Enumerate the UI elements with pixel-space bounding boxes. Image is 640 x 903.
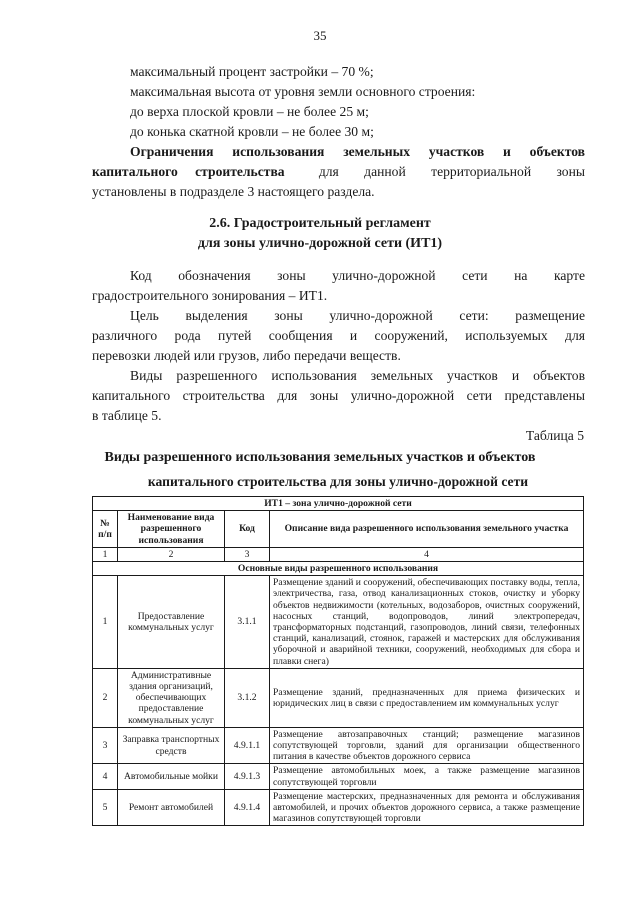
table-title-line: Виды разрешенного использования земельных участков и объектов [104, 450, 536, 465]
row-number: 1 [93, 576, 118, 669]
use-code: 4.9.1.1 [225, 727, 270, 764]
section-heading: 2.6. Градостроительный регламент [209, 216, 431, 231]
group-header: Основные виды разрешенного использования [93, 562, 584, 576]
column-number-row [93, 547, 584, 561]
table-row [93, 764, 584, 789]
column-header: № п/п [93, 511, 118, 548]
paragraph-line: Виды разрешенного использования земельных участков и объектов [130, 368, 585, 383]
table-row [93, 727, 584, 764]
use-name: Административные здания организаций, обеспечивающих предоставление коммунальных услуг [118, 668, 225, 727]
table-title-line: капитального строительства для зоны улично-дорожной сети [147, 474, 529, 489]
use-code: 3.1.2 [225, 668, 270, 727]
paragraph-line: градостроительного зонирования – ИТ1. [92, 288, 328, 303]
column-header: Наименование вида разрешенного использования [118, 511, 225, 548]
use-description: Размещение мастерских, предназначенных для ремонта и обслуживания автомобилей, и прочих объектов дорожного сервиса, а также размещение магазинов сопутствующей торговли [270, 789, 584, 826]
table-row [93, 576, 584, 669]
column-number: 1 [93, 547, 118, 561]
text-line: до конька скатной кровли – не более 30 м; [130, 124, 374, 139]
paragraph-line: различного рода путей сообщения и сооружений, используемых для [92, 328, 585, 343]
zone-header: ИТ1 – зона улично-дорожной сети [93, 497, 584, 511]
column-number: 2 [118, 547, 225, 561]
section-heading: для зоны улично-дорожной сети (ИТ1) [197, 236, 443, 251]
row-number: 4 [93, 764, 118, 789]
use-name: Заправка транспортных средств [118, 727, 225, 764]
table-row [93, 789, 584, 826]
paragraph-line: Код обозначения зоны улично-дорожной сети на карте [130, 268, 585, 283]
use-code: 4.9.1.4 [225, 789, 270, 826]
table-row [93, 668, 584, 727]
column-header: Код [225, 511, 270, 548]
row-number: 5 [93, 789, 118, 826]
row-number: 3 [93, 727, 118, 764]
paragraph-line: перевозки людей или грузов, либо передачи веществ. [92, 348, 401, 363]
paragraph-line: капитального строительства для зоны улично-дорожной сети представлены [92, 388, 585, 403]
regulation-table [92, 472, 584, 826]
use-code: 4.9.1.3 [225, 764, 270, 789]
column-number: 3 [225, 547, 270, 561]
use-name: Предоставление коммунальных услуг [118, 576, 225, 669]
restriction-line: Ограничения использования земельных участков и объектов [130, 144, 585, 159]
table-title [0, 448, 640, 468]
use-description: Размещение автозаправочных станций; размещение магазинов сопутствующей торговли, зданий для организации общественного питания в качестве объектов дорожного сервиса [270, 727, 584, 764]
column-number: 4 [270, 547, 584, 561]
text-line: до верха плоской кровли – не более 25 м; [130, 104, 369, 119]
restriction-bold: капитального строительства [92, 164, 285, 179]
use-name: Ремонт автомобилей [118, 789, 225, 826]
table-caption: Таблица 5 [525, 428, 584, 443]
page-number: 35 [313, 28, 327, 43]
text-line: максимальный процент застройки – 70 %; [130, 64, 374, 79]
group-header-row [93, 562, 584, 576]
use-name: Автомобильные мойки [118, 764, 225, 789]
column-header: Описание вида разрешенного использования земельного участка [270, 511, 584, 548]
paragraph-line: Цель выделения зоны улично-дорожной сети: размещение [130, 308, 585, 323]
text-line: максимальная высота от уровня земли основного строения: [130, 84, 476, 99]
restriction-rest: для данной территориальной зоны [318, 164, 585, 179]
table-row [93, 472, 584, 497]
row-number: 2 [93, 668, 118, 727]
use-description: Размещение автомобильных моек, а также размещение магазинов сопутствующей торговли [270, 764, 584, 789]
paragraph-line: в таблице 5. [92, 408, 162, 423]
table-row [93, 497, 584, 511]
use-description: Размещение зданий и сооружений, обеспечивающих поставку воды, тепла, электричества, газа, отвод канализационных стоков, очистку и уборку объектов недвижимости (котельных, водозаборов, очистных сооружений, насосных станций, водопроводов, линий электропередач, трансформаторных подстанций, газопроводов, линий связи, телефонных станций, канализаций, стоянок, гаражей и мастерских для обслуживания уборочной и аварийной техники, сооружений, необходимых для сбора и плавки снега) [270, 576, 584, 669]
restriction-line: установлены в подразделе 3 настоящего раздела. [92, 184, 375, 199]
use-description: Размещение зданий, предназначенных для приема физических и юридических лиц в связи с предоставлением им коммунальных услуг [270, 668, 584, 727]
restriction-line [92, 162, 585, 182]
use-code: 3.1.1 [225, 576, 270, 669]
table-header-row [93, 511, 584, 548]
